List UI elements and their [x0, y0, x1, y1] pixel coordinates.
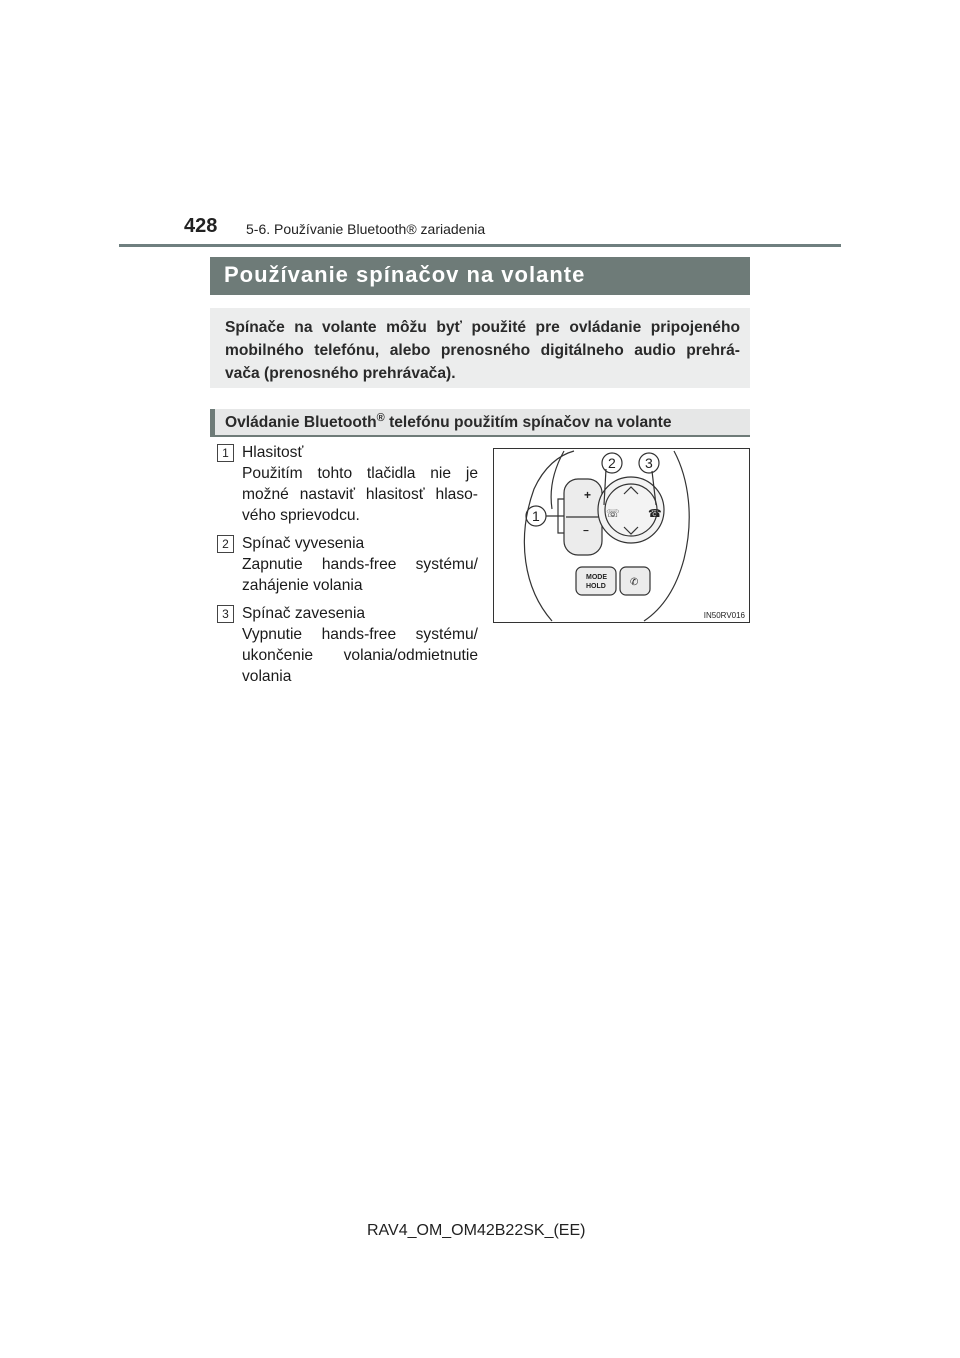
- page-number: 428: [184, 215, 218, 237]
- header-rule: [119, 244, 841, 247]
- subsection-title-end: telefónu použitím spínačov na volante: [384, 414, 672, 432]
- steering-wheel-illustration: [494, 449, 749, 622]
- steering-switch-figure: [493, 448, 750, 623]
- item-line: Použitím tohto tlačidla nie je: [242, 465, 478, 482]
- item-title: Hlasitosť: [242, 444, 304, 461]
- footer-code: RAV4_OM_OM42B22SK_(EE): [367, 1222, 586, 1239]
- item-line: volania: [242, 668, 292, 685]
- intro-line: vača (prenosného prehrávača).: [225, 365, 456, 382]
- item-number-badge: 2: [217, 535, 234, 553]
- registered-mark: ®: [376, 412, 385, 424]
- item-line: zahájenie volania: [242, 577, 363, 594]
- item-line: vého sprievodcu.: [242, 507, 360, 524]
- list-item-on-hook: [242, 603, 478, 687]
- volume-minus-icon: −: [583, 526, 589, 537]
- running-head: 5-6. Používanie Bluetooth® zariadenia: [246, 221, 486, 237]
- item-title: Spínač vyvesenia: [242, 535, 365, 552]
- volume-plus-icon: +: [584, 488, 592, 502]
- list-item-off-hook: [242, 533, 478, 596]
- on-hook-icon: ☎: [648, 508, 662, 520]
- section-title: Používanie spínačov na volante: [210, 257, 750, 295]
- callout-number-1: 1: [532, 508, 540, 524]
- intro-box: [210, 308, 750, 388]
- item-line: ukončenie volania/odmietnutie: [242, 647, 478, 664]
- callout-number-3: 3: [645, 455, 653, 471]
- mode-label: MODE: [586, 574, 607, 581]
- voice-command-icon: ✆: [630, 577, 639, 588]
- item-number-badge: 3: [217, 605, 234, 623]
- hold-label: HOLD: [586, 583, 606, 590]
- mode-hold-button-shape: [576, 567, 616, 595]
- list-item-volume: [242, 442, 478, 526]
- callout-number-2: 2: [608, 455, 616, 471]
- item-line: možné nastaviť hlasitosť hlaso-: [242, 486, 478, 503]
- figure-code: IN50RV016: [703, 611, 745, 620]
- item-title: Spínač zavesenia: [242, 605, 366, 622]
- off-hook-icon: ☏: [606, 508, 620, 520]
- item-line: Vypnutie hands-free systému/: [242, 626, 478, 643]
- intro-line: Spínače na volante môžu byť použité pre ovládanie pripojeného: [225, 319, 740, 336]
- subsection-title-start: Ovládanie Bluetooth: [225, 414, 377, 432]
- item-line: Zapnutie hands-free systému/: [242, 556, 478, 573]
- subsection-title: [210, 409, 750, 437]
- intro-line: mobilného telefónu, alebo prenosného digitálneho audio prehrá-: [225, 342, 740, 359]
- item-number-badge: 1: [217, 444, 234, 462]
